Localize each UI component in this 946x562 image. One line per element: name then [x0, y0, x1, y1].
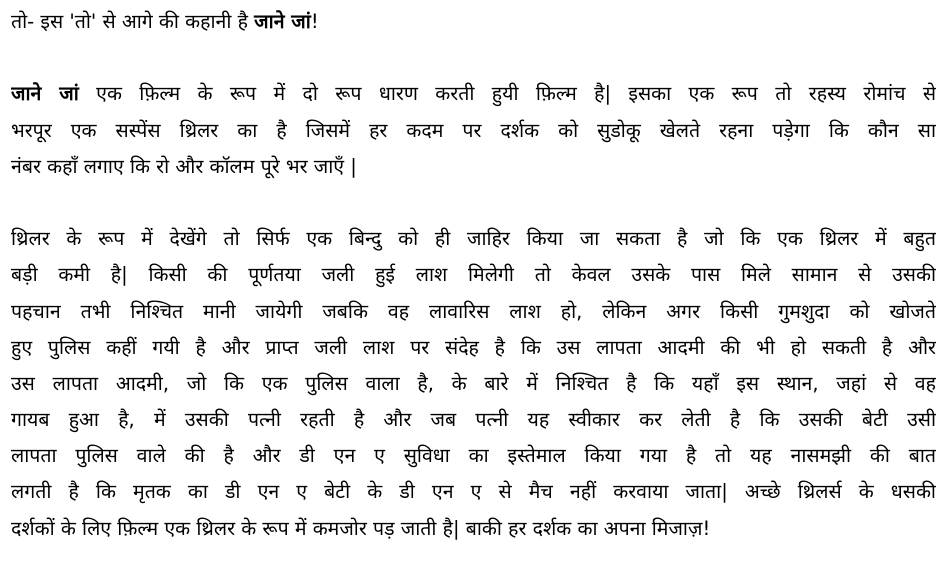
para1-line-1-text: एक फ़िल्म के रूप में दो रूप धारण करती हुयी फ़िल्म है| इसका एक रूप तो रहस्य रोमांच से: [78, 82, 936, 106]
para2-line-6: गायब हुआ है, में उसकी पत्नी रहती है और जब पत्नी यह स्वीकार कर लेती है कि उसकी बेटी उसी: [11, 408, 936, 432]
paragraph-gap: [11, 185, 936, 221]
para1-line-2: भरपूर एक सस्पेंस थ्रिलर का है जिसमें हर कदम पर दर्शक को सुडोकू खेलते रहना पड़ेगा कि कौन सा: [11, 118, 936, 142]
para2-line-5: उस लापता आदमी, जो कि एक पुलिस वाला है, के बारे में निश्चित है कि यहाँ इस स्थान, जहां से वह: [11, 371, 936, 395]
para2-line-7: लापता पुलिस वाले की है और डी एन ए सुविधा का इस्तेमाल किया गया है तो यह नासमझी की बात: [11, 444, 936, 468]
film-title-bold: जाने जां: [254, 10, 311, 33]
para2-line-8: लगती है कि मृतक का डी एन ए बेटी के डी एन ए से मैच नहीं करवाया जाता| अच्छे थ्रिलर्स के धसकी: [11, 480, 936, 504]
intro-line: [11, 4, 936, 40]
para2-line-4: हुए पुलिस कहीं गयी है और प्राप्त जली लाश पर संदेह है कि उस लापता आदमी की भी हो सकती है और: [11, 335, 936, 359]
intro-text: तो- इस 'तो' से आगे की कहानी है: [11, 10, 255, 33]
para2-line-9: दर्शकों के लिए फ़िल्म एक थ्रिलर के रूप में कमजोर पड़ जाती है| बाकी हर दर्शक का अपना मिजाज़!: [11, 516, 711, 540]
para2-line-2: बड़ी कमी है| किसी की पूर्णतया जली हुई लाश मिलेगी तो केवल उसके पास मिले सामान से उसकी: [11, 263, 936, 287]
intro-end: !: [310, 10, 319, 33]
para2-line-1: थ्रिलर के रूप में देखेंगे तो सिर्फ एक बिन्दु को ही जाहिर किया जा सकता है जो कि एक थ्रिलर में बहुत: [11, 227, 936, 251]
para1-line-1: [11, 76, 936, 112]
para1-line-3: नंबर कहाँ लगाए कि रो और कॉलम पूरे भर जाएँ |: [11, 154, 357, 178]
film-title-bold: जाने जां: [11, 82, 79, 106]
paragraph-gap: [11, 40, 936, 76]
para2-line-3: पहचान तभी निश्चित मानी जायेगी जबकि वह लावारिस लाश हो, लेकिन अगर किसी गुमशुदा को खोजते: [11, 299, 936, 323]
